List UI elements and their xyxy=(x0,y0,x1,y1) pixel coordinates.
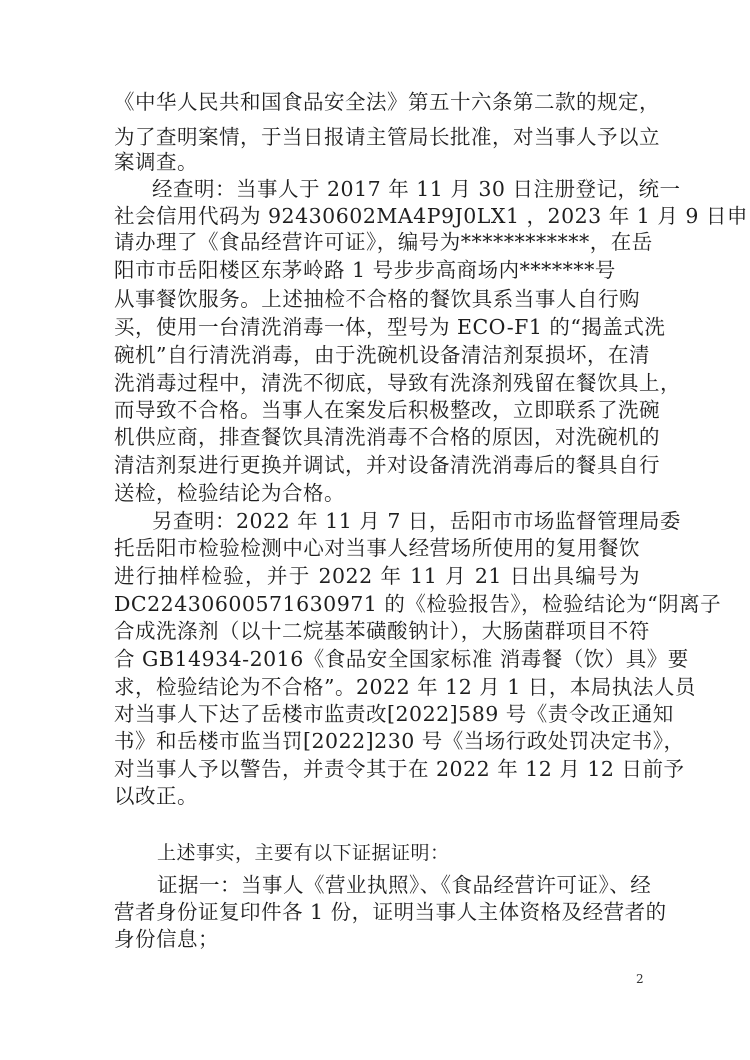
text-line: 合成洗涤剂（以十二烷基苯磺酸钠计），大肠菌群项目不符 xyxy=(114,619,650,643)
text-line: DC22430600571630971 的《检验报告》，检验结论为“阴离子 xyxy=(114,592,722,616)
text-line: 上述事实，主要有以下证据证明： xyxy=(157,842,450,864)
text-line: 对当事人予以警告，并责令其于在 2022 年 12 月 12 日前予 xyxy=(114,757,685,781)
text-line: 托岳阳市检验检测中心对当事人经营场所使用的复用餐饮 xyxy=(114,536,640,560)
text-line: 从事餐饮服务。上述抽检不合格的餐饮具系当事人自行购 xyxy=(114,287,640,311)
text-line: 为了查明案情，于当日报请主管局长批准，对当事人予以立 xyxy=(114,125,660,149)
text-line: 请办理了《食品经营许可证》，编号为************，在岳 xyxy=(114,230,653,254)
text-line: 送检，检验结论为合格。 xyxy=(114,481,345,505)
text-line: 以改正。 xyxy=(114,784,198,808)
text-line: 《中华人民共和国食品安全法》第五十六条第二款的规定， xyxy=(114,90,660,114)
text-line: 营者身份证复印件各 1 份，证明当事人主体资格及经营者的 xyxy=(114,900,667,924)
text-line: 书》和岳楼市监当罚[2022]230 号《当场行政处罚决定书》， xyxy=(114,729,685,753)
text-line: 进行抽样检验，并于 2022 年 11 月 21 日出具编号为 xyxy=(114,564,640,588)
text-line: 碗机”自行清洗消毒，由于洗碗机设备清洁剂泵损坏，在清 xyxy=(114,343,650,367)
text-line: 阳市市岳阳楼区东茅岭路 1 号步步高商场内*******号 xyxy=(114,258,616,282)
text-line: 而导致不合格。当事人在案发后积极整改，立即联系了洗碗 xyxy=(114,398,660,422)
text-line: 另查明：2022 年 11 月 7 日，岳阳市市场监督管理局委 xyxy=(152,509,681,533)
text-line: 案调查。 xyxy=(114,150,198,174)
text-line: 洗消毒过程中，清洗不彻底，导致有洗涤剂残留在餐饮具上， xyxy=(114,371,681,395)
text-line: 买，使用一台清洗消毒一体，型号为 ECO-F1 的“揭盖式洗 xyxy=(114,315,666,339)
page-number: 2 xyxy=(636,972,644,986)
text-line: 身份信息； xyxy=(114,927,219,951)
text-line: 机供应商，排查餐饮具清洗消毒不合格的原因，对洗碗机的 xyxy=(114,425,660,449)
text-line: 合 GB14934-2016《食品安全国家标准 消毒餐（饮）具》要 xyxy=(114,647,689,671)
text-line: 经查明：当事人于 2017 年 11 月 30 日注册登记，统一 xyxy=(152,177,681,201)
text-line: 对当事人下达了岳楼市监责改[2022]589 号《责令改正通知 xyxy=(114,702,674,726)
text-line: 社会信用代码为 92430602MA4P9J0LX1 ，2023 年 1 月 9 日申 xyxy=(114,204,748,228)
text-line: 求，检验结论为不合格”。2022 年 12 月 1 日，本局执法人员 xyxy=(114,675,696,699)
text-line: 证据一：当事人《营业执照》、《食品经营许可证》、经 xyxy=(157,873,652,897)
text-line: 清洁剂泵进行更换并调试，并对设备清洗消毒后的餐具自行 xyxy=(114,453,660,477)
